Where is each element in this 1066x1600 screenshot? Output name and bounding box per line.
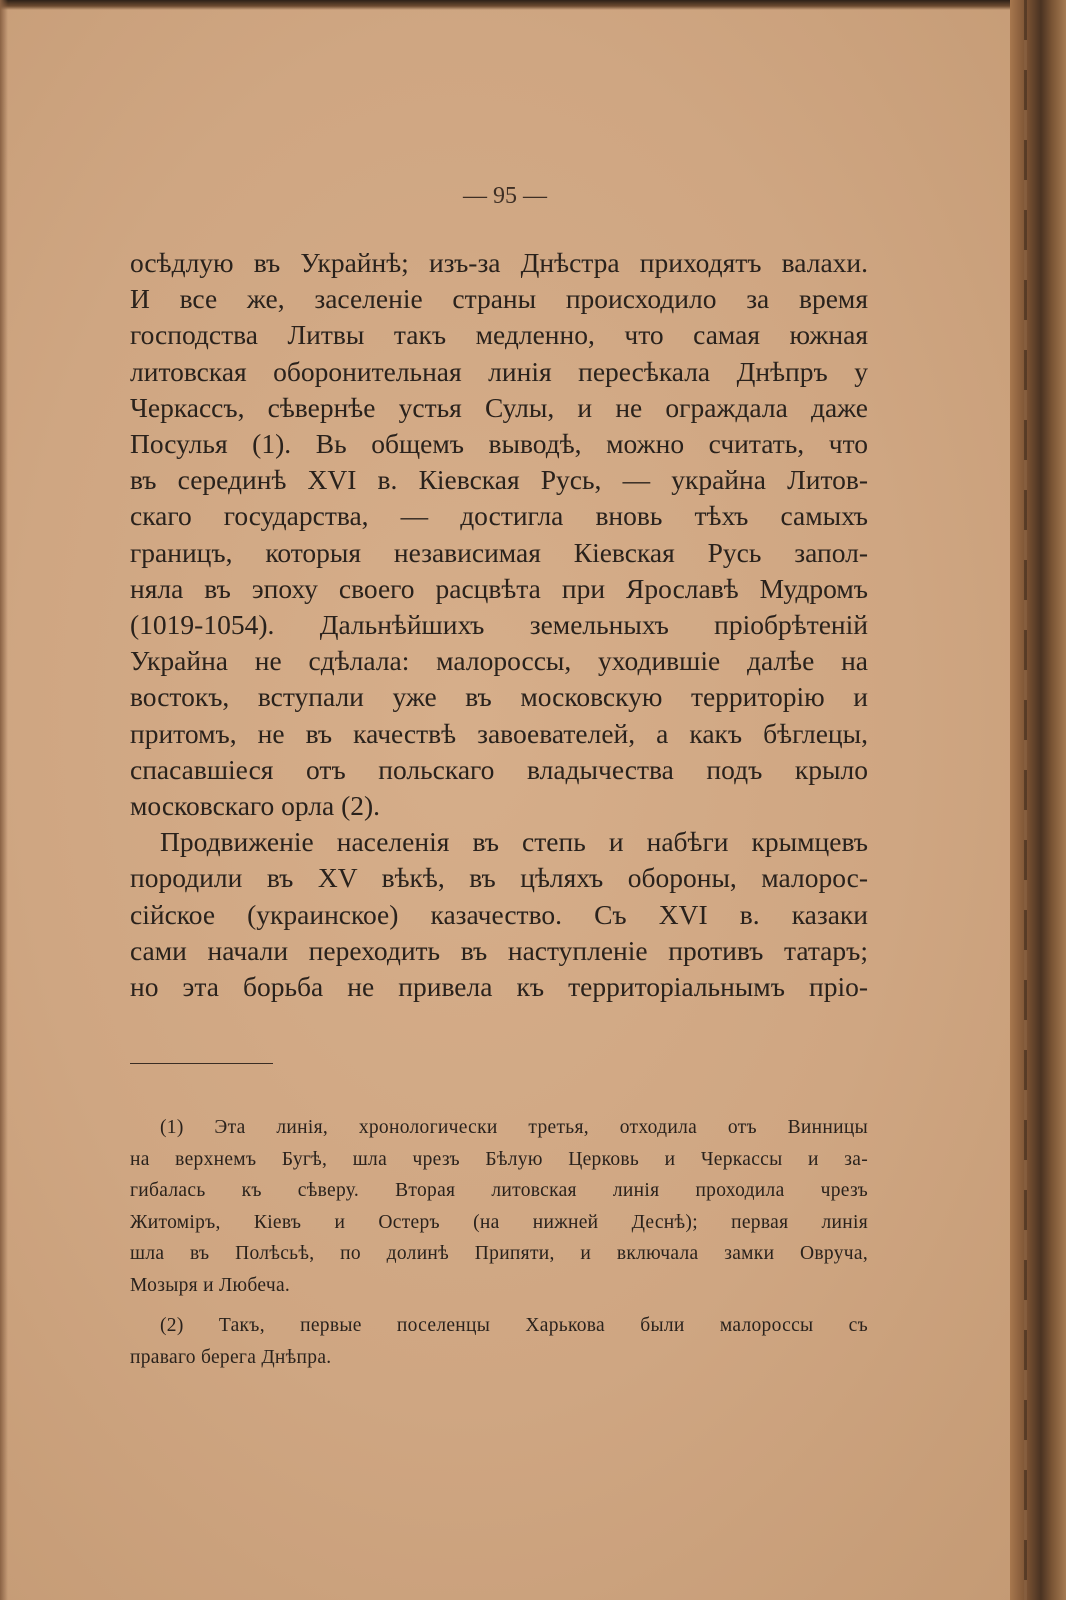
body-line: литовская оборонительная линiя пересѣкала Днѣпръ у (130, 355, 868, 387)
footnotes (130, 1112, 868, 1373)
body-line: сiйское (украинское) казачество. Съ XVI в. казаки (130, 898, 868, 930)
footnote-divider (130, 1063, 273, 1064)
footnote-1 (130, 1112, 868, 1301)
footnote-line: (1) Эта линiя, хронологически третья, отходила отъ Винницы (160, 1117, 868, 1138)
body-text (130, 245, 868, 1005)
body-line: Черкассъ, сѣвернѣе устья Сулы, и не ограждала даже (130, 391, 868, 423)
body-line: И все же, заселенiе страны происходило за время (130, 283, 868, 315)
body-line: Украйна не сдѣлала: малороссы, уходившiе далѣе на (130, 645, 868, 677)
body-line: няла въ эпоху своего расцвѣта при Ярославѣ Мудромъ (130, 572, 868, 604)
body-line: Посулья (1). Вь общемъ выводѣ, можно считать, что (130, 428, 868, 460)
body-line: осѣдлую въ Украйнѣ; изъ-за Днѣстра приходятъ валахи. (130, 247, 868, 278)
body-line: Продвиженiе населенiя въ степь и набѣги крымцевъ (160, 826, 868, 858)
body-line: притомъ, не въ качествѣ завоевателей, а какъ бѣглецы, (130, 717, 868, 749)
footnote-line: гибалась къ сѣверу. Вторая литовская линiя проходила чрезъ (130, 1180, 868, 1201)
footnote-line: на верхнемъ Бугѣ, шла чрезъ Бѣлую Церковь и Черкассы и за- (130, 1148, 868, 1170)
body-line: въ серединѣ XVI в. Кiевская Русь, — украйна Литов- (130, 464, 868, 496)
book-spine-edge (1010, 0, 1066, 1600)
body-line: породили въ XV вѣкѣ, въ цѣляхъ обороны, малорос- (130, 862, 868, 894)
body-line: скаго государства, — достигла вновь тѣхъ самыхъ (130, 500, 868, 532)
body-line: спасавшiеся отъ польскаго владычества подъ крыло (130, 753, 868, 785)
footnote-line: праваго берега Днѣпра. (130, 1346, 332, 1368)
page-number: — 95 — (463, 183, 547, 209)
body-line: но эта борьба не привела къ территорiальнымъ прiо- (130, 971, 868, 1003)
footnote-line: Житомiръ, Кiевъ и Остеръ (на нижней Деснѣ); первая линiя (130, 1211, 868, 1233)
body-line: господства Литвы такъ медленно, что самая южная (130, 319, 868, 351)
page-top-shadow (0, 0, 1030, 10)
body-line: (1019-1054). Дальнѣйшихъ земельныхъ прiобрѣтенiй (130, 609, 868, 641)
body-line: востокъ, вступали уже въ московскую территорiю и (130, 681, 868, 713)
page-left-edge (0, 0, 8, 1600)
footnote-line: Мозыря и Любеча. (130, 1274, 291, 1296)
body-line: границъ, которыя независимая Кiевская Русь запол- (130, 536, 868, 568)
body-line: сами начали переходить въ наступленiе противъ татаръ; (130, 934, 868, 966)
body-line: московскаго орла (2). (130, 790, 381, 822)
footnote-line: шла въ Полѣсьѣ, по долинѣ Припяти, и включала замки Овруча, (130, 1243, 868, 1264)
footnote-line: (2) Такъ, первые поселенцы Харькова были малороссы съ (160, 1315, 868, 1336)
footnote-2 (130, 1310, 868, 1373)
